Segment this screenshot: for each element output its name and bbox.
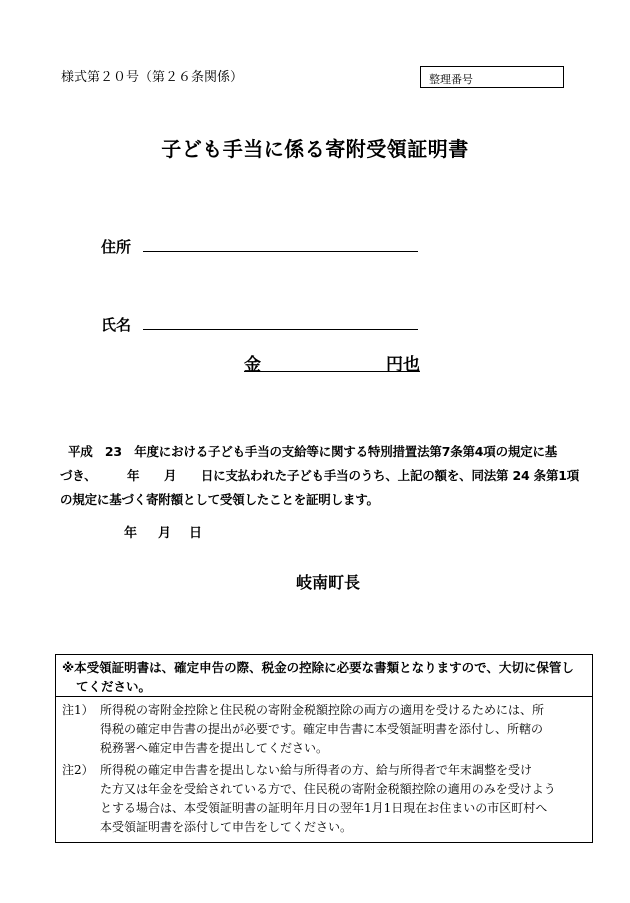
issuer-name: 岐南町長: [296, 573, 361, 592]
amount-suffix: 円也: [386, 355, 420, 375]
date-month-label: 月: [158, 526, 172, 541]
note-2-line: た方又は年金を受給されている方で、住民税の寄附金税額控除の適用のみを受けよう: [100, 782, 556, 796]
note-2: [62, 761, 588, 837]
address-input-line[interactable]: [143, 251, 418, 252]
address-label: 住所: [101, 238, 132, 256]
statement-line-1: 平成 23 年度における子ども手当の支給等に関する特別措置法第7条第4項の規定に基: [68, 444, 558, 459]
control-number-box[interactable]: [420, 66, 564, 88]
note-1-line: 税務署へ確定申告書を提出してください。: [100, 741, 329, 755]
notice-heading-line-1: ※本受領証明書は、確定申告の際、税金の控除に必要な書類となりますので、大切に保管し: [62, 660, 574, 675]
amount-prefix: 金: [244, 355, 261, 375]
note-1-label: 注1）: [62, 703, 94, 717]
note-1: [62, 701, 588, 758]
note-2-label: 注2）: [62, 763, 94, 777]
statement-line-3: の規定に基づく寄附額として受領したことを証明します。: [60, 492, 379, 507]
name-label: 氏名: [101, 316, 132, 334]
amount-field[interactable]: [244, 350, 420, 375]
notice-box: [55, 654, 593, 843]
date-day-label: 日: [189, 526, 203, 541]
statement-line-2: づき、 年 月 日に支払われた子ども手当のうち、上記の額を、同法第 24 条第1項: [60, 468, 580, 483]
note-2-line: とする場合は、本受領証明書の証明年月日の翌年1月1日現在お住まいの市区町村へ: [100, 801, 548, 815]
form-number: 様式第２０号（第２６条関係）: [61, 70, 244, 85]
note-1-line: 得税の確定申告書の提出が必要です。確定申告書に本受領証明書を添付し、所轄の: [100, 722, 544, 736]
note-1-line: 所得税の寄附金控除と住民税の寄附金税額控除の両方の適用を受けるためには、所: [100, 703, 545, 717]
note-2-line: 本受領証明書を添付して申告をしてください。: [100, 820, 353, 834]
name-input-line[interactable]: [143, 329, 418, 330]
certification-statement: [60, 440, 580, 512]
notice-heading-line-2: てください。: [76, 679, 152, 694]
notice-heading: [56, 655, 592, 697]
control-number-label: 整理番号: [429, 73, 473, 86]
date-year-label: 年: [124, 526, 138, 541]
note-2-line: 所得税の確定申告書を提出しない給与所得者の方、給与所得者で年末調整を受け: [100, 763, 533, 777]
document-title: 子ども手当に係る寄附受領証明書: [161, 137, 469, 161]
